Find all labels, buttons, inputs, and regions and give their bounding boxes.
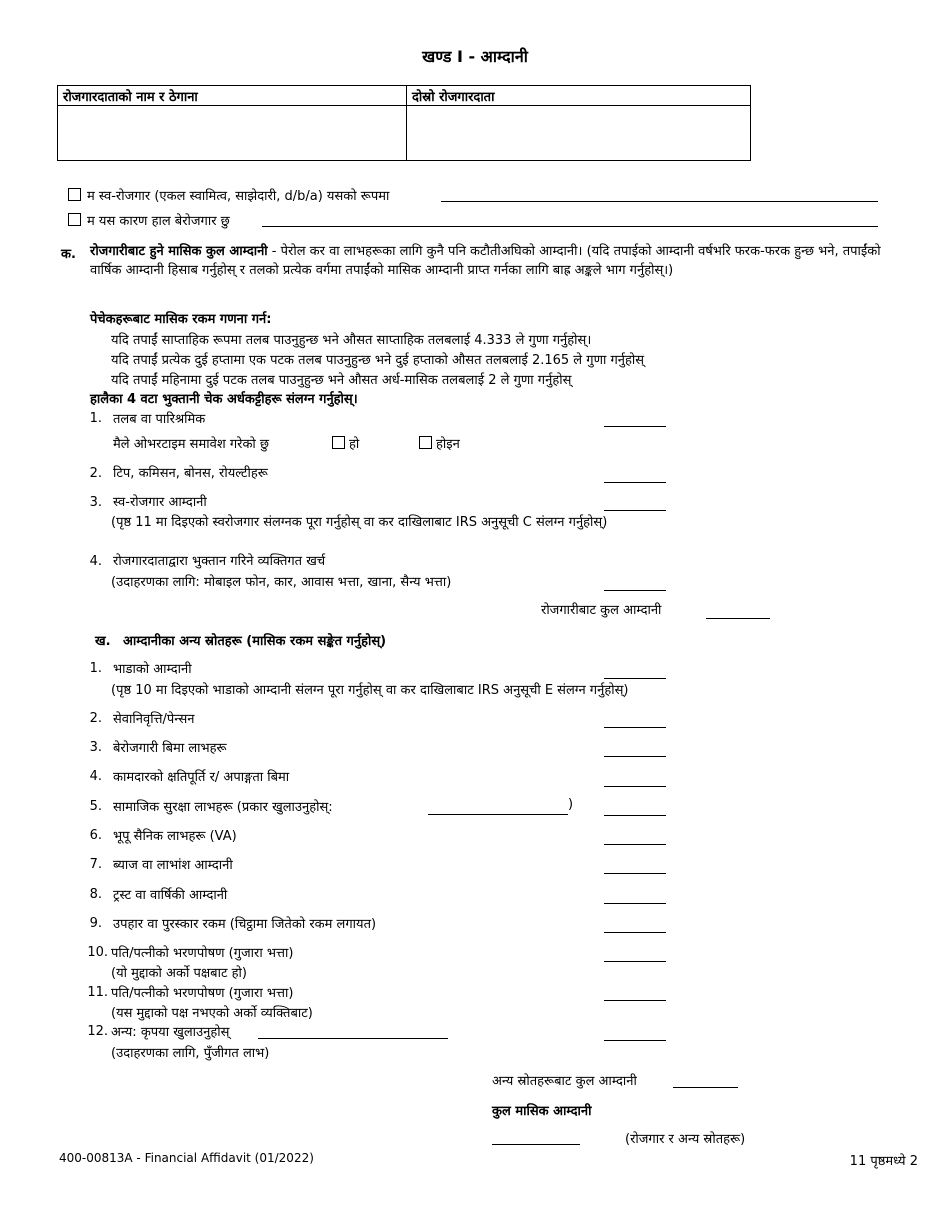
employer-name-cell[interactable] xyxy=(58,106,407,161)
second-employer-cell[interactable] xyxy=(407,106,751,161)
b8-number: 8. xyxy=(89,887,102,902)
b9-amount-field[interactable] xyxy=(604,932,666,933)
b3-label: बेरोजगारी बिमा लाभहरू xyxy=(113,741,227,756)
footer-form-id: 400-00813A - Financial Affidavit (01/2022) xyxy=(59,1151,314,1165)
a3-number: 3. xyxy=(89,495,102,510)
monthly-total-field[interactable] xyxy=(492,1144,580,1145)
b8-label: ट्रस्ट वा वार्षिकी आम्दानी xyxy=(113,888,228,903)
b5-label: सामाजिक सुरक्षा लाभहरू (प्रकार खुलाउनुहोस्: xyxy=(113,800,333,815)
attach-note: हालैका 4 वटा भुक्तानी चेक अर्धकट्टीहरू संलग्न गर्नुहोस्। xyxy=(90,392,358,407)
b4-label: कामदारको क्षतिपूर्ति र/ अपाङ्गता बिमा xyxy=(113,770,290,785)
b3-number: 3. xyxy=(89,740,102,755)
b12-label: अन्य: कृपया खुलाउनुहोस् xyxy=(111,1025,230,1040)
b6-number: 6. xyxy=(89,828,102,843)
a3-label: स्व-रोजगार आम्दानी xyxy=(113,495,207,510)
b5-amount-field[interactable] xyxy=(604,815,666,816)
overtime-no-option[interactable] xyxy=(419,434,460,452)
a2-amount-field[interactable] xyxy=(604,482,666,483)
b9-number: 9. xyxy=(89,916,102,931)
unemployed-row xyxy=(68,211,230,229)
calc-line-biweekly: यदि तपाईं प्रत्येक दुई हप्तामा एक पटक तलब पाउनुहुन्छ भने दुई हप्ताको औसत तलबलाई 2.165 ले गुणा गर्नुहोस् xyxy=(111,353,645,368)
a4-number: 4. xyxy=(89,554,102,569)
section-a-intro xyxy=(90,242,890,280)
b6-label: भूपू सैनिक लाभहरू (VA) xyxy=(113,829,237,844)
b12-sub: (उदाहरणका लागि, पुँजीगत लाभ) xyxy=(111,1046,270,1061)
a4-amount-field[interactable] xyxy=(604,590,666,591)
b2-number: 2. xyxy=(89,711,102,726)
a2-label: टिप, कमिसन, बोनस, रोयल्टीहरू xyxy=(113,466,268,481)
a4-sub: (उदाहरणका लागि: मोबाइल फोन, कार, आवास भत्ता, खाना, सैन्य भत्ता) xyxy=(111,575,452,590)
a1-label: तलब वा पारिश्रमिक xyxy=(113,412,206,427)
a1-number: 1. xyxy=(89,411,102,426)
footer-page-number: 11 पृष्ठमध्ये 2 xyxy=(849,1154,918,1169)
b10-number: 10. xyxy=(87,945,108,960)
monthly-total-label: कुल मासिक आम्दानी xyxy=(492,1104,592,1119)
b3-amount-field[interactable] xyxy=(604,756,666,757)
employer-table xyxy=(57,85,751,161)
self-employed-row xyxy=(68,186,389,204)
section-a-intro-text: - पेरोल कर वा लाभहरूका लागि कुनै पनि कटौतीअघिको आम्दानी। (यदि तपाईको आम्दानी वर्षभरि फरक-फरक हुन्छ भने, तपाईंको वार्षिक आम्दानी हिसाब गर्नुहोस् र तलको प्रत्येक वर्गमा तपाईंको मासिक आम्दानी प्राप्त गर्नका लागि बाह्र अङ्कले भाग गर्नुहोस्।) xyxy=(90,244,881,278)
a1-amount-field[interactable] xyxy=(604,426,666,427)
unemployed-label: म यस कारण हाल बेरोजगार छु xyxy=(87,214,230,229)
b5-number: 5. xyxy=(89,799,102,814)
unemployed-checkbox[interactable] xyxy=(68,213,81,226)
calc-heading: पेचेकहरूबाट मासिक रकम गणना गर्न: xyxy=(90,312,272,327)
b11-amount-field[interactable] xyxy=(604,1000,666,1001)
b11-label: पति/पत्नीको भरणपोषण (गुजारा भत्ता) xyxy=(111,986,294,1001)
overtime-yes-checkbox[interactable] xyxy=(332,436,345,449)
overtime-no-label: होइन xyxy=(436,437,460,452)
calc-line-weekly: यदि तपाईं साप्ताहिक रूपमा तलब पाउनुहुन्छ भने औसत साप्ताहिक तलबलाई 4.333 ले गुणा गर्नुहोस्। xyxy=(111,333,592,348)
employment-total-label: रोजगारीबाट कुल आम्दानी xyxy=(541,603,662,618)
self-employed-line[interactable] xyxy=(441,201,878,202)
b11-sub: (यस मुद्दाको पक्ष नभएको अर्को व्यक्तिबाट) xyxy=(111,1006,313,1021)
b11-number: 11. xyxy=(87,985,108,1000)
other-total-field[interactable] xyxy=(673,1087,738,1088)
b2-label: सेवानिवृत्ति/पेन्सन xyxy=(113,712,195,727)
second-employer-header: दोस्रो रोजगारदाता xyxy=(407,86,751,106)
self-employed-label: म स्व-रोजगार (एकल स्वामित्व, साझेदारी, d/b/a) यसको रूपमा xyxy=(87,189,390,204)
overtime-yes-label: हो xyxy=(349,437,360,452)
b1-number: 1. xyxy=(89,661,102,676)
b7-amount-field[interactable] xyxy=(604,873,666,874)
self-employed-checkbox[interactable] xyxy=(68,188,81,201)
a2-number: 2. xyxy=(89,466,102,481)
b10-sub: (यो मुद्दाको अर्को पक्षबाट हो) xyxy=(111,966,247,981)
a4-label: रोजगारदाताद्वारा भुक्तान गरिने व्यक्तिगत खर्च xyxy=(113,554,326,569)
employer-name-header: रोजगारदाताको नाम र ठेगाना xyxy=(58,86,407,106)
b6-amount-field[interactable] xyxy=(604,844,666,845)
b4-number: 4. xyxy=(89,769,102,784)
b8-amount-field[interactable] xyxy=(604,903,666,904)
other-total-label: अन्य स्रोतहरूबाट कुल आम्दानी xyxy=(492,1074,637,1089)
b12-specify-field[interactable] xyxy=(258,1038,448,1039)
b12-number: 12. xyxy=(87,1024,108,1039)
section-a-marker: क. xyxy=(61,247,76,262)
a3-amount-field[interactable] xyxy=(604,510,666,511)
b2-amount-field[interactable] xyxy=(604,727,666,728)
b1-label: भाडाको आम्दानी xyxy=(113,662,192,677)
unemployed-line[interactable] xyxy=(262,226,878,227)
b10-label: पति/पत्नीको भरणपोषण (गुजारा भत्ता) xyxy=(111,946,294,961)
b9-label: उपहार वा पुरस्कार रकम (चिट्ठामा जितेको रकम लगायत) xyxy=(113,917,377,932)
section-b-heading: आम्दानीका अन्य स्रोतहरू (मासिक रकम सङ्केत गर्नुहोस्) xyxy=(123,634,387,649)
section-a-heading: रोजगारीबाट हुने मासिक कुल आम्दानी xyxy=(90,244,268,259)
overtime-question: मैले ओभरटाइम समावेश गरेको छु xyxy=(113,437,270,452)
a3-sub: (पृष्ठ 11 मा दिइएको स्वरोजगार संलग्नक पूरा गर्नुहोस् वा कर दाखिलाबाट IRS अनुसूची C संलग्न गर्नुहोस्) xyxy=(111,515,608,530)
employment-total-field[interactable] xyxy=(706,618,770,619)
b7-number: 7. xyxy=(89,857,102,872)
b5-type-field[interactable] xyxy=(428,814,568,815)
monthly-total-note: (रोजगार र अन्य स्रोतहरू) xyxy=(625,1132,746,1147)
b1-sub: (पृष्ठ 10 मा दिइएको भाडाको आम्दानी संलग्न पूरा गर्नुहोस् वा कर दाखिलाबाट IRS अनुसूची E संलग्न गर्नुहोस्) xyxy=(111,683,629,698)
section-b-marker: ख. xyxy=(95,634,111,649)
b1-amount-field[interactable] xyxy=(604,678,666,679)
page-title: खण्ड I - आम्दानी xyxy=(422,47,528,66)
b10-amount-field[interactable] xyxy=(604,961,666,962)
b5-close-paren: ) xyxy=(568,797,574,812)
calc-line-semimonthly: यदि तपाईं महिनामा दुई पटक तलब पाउनुहुन्छ भने औसत अर्ध-मासिक तलबलाई 2 ले गुणा गर्नुहोस् xyxy=(111,373,572,388)
b12-amount-field[interactable] xyxy=(604,1040,666,1041)
overtime-no-checkbox[interactable] xyxy=(419,436,432,449)
b7-label: ब्याज वा लाभांश आम्दानी xyxy=(113,858,233,873)
b4-amount-field[interactable] xyxy=(604,786,666,787)
overtime-yes-option[interactable] xyxy=(332,434,359,452)
